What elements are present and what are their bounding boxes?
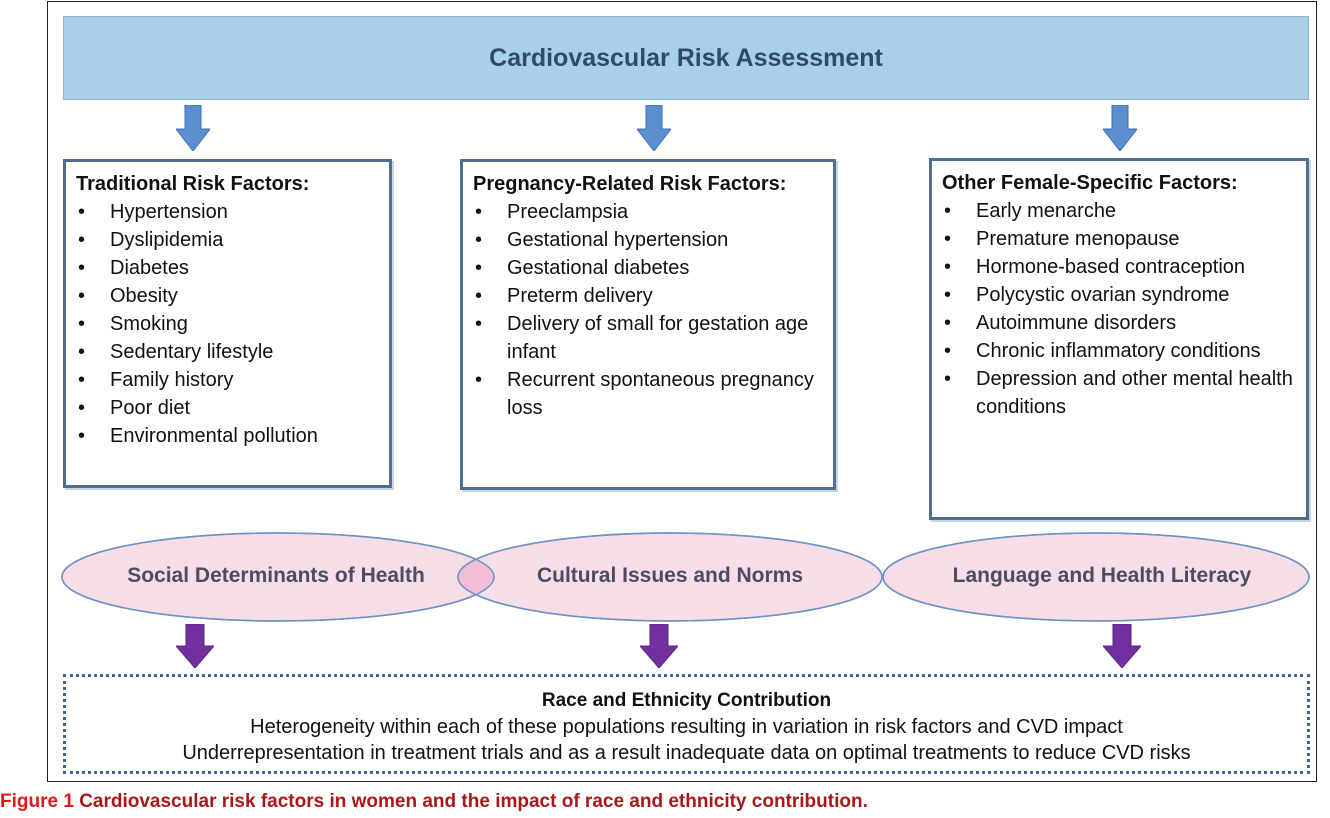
underrepresentation-text: Underrepresentation in treatment trials and as a result inadequate data on optimal treatments to reduce CVD risks <box>182 742 1191 764</box>
arrow-down-icon <box>176 624 214 668</box>
diagram-title: Cardiovascular Risk Assessment <box>63 16 1309 100</box>
list-item: • Early menarche <box>942 197 1296 225</box>
list-item: • Obesity <box>76 282 379 310</box>
list-item: • Autoimmune disorders <box>942 309 1296 337</box>
heterogeneity-text: Heterogeneity within each of these populations resulting in variation in risk factors and CVD impact <box>250 716 1123 738</box>
list-item: • Delivery of small for gestation age infant <box>473 310 823 366</box>
list-item: • Hormone-based contraception <box>942 253 1296 281</box>
box-title: Other Female-Specific Factors: <box>942 172 1238 194</box>
arrow-down-icon <box>640 624 678 668</box>
race-ethnicity-box <box>63 674 1310 774</box>
list-item: • Environmental pollution <box>76 422 379 450</box>
list-item: • Gestational hypertension <box>473 226 823 254</box>
list-item: • Family history <box>76 366 379 394</box>
list-item: • Dyslipidemia <box>76 226 379 254</box>
box-title: Pregnancy-Related Risk Factors: <box>473 173 787 195</box>
box-title: Traditional Risk Factors: <box>76 173 310 195</box>
caption-text: Cardiovascular risk factors in women and the impact of race and ethnicity contribution. <box>79 791 868 812</box>
figure-caption <box>0 791 1000 818</box>
list-item: • Poor diet <box>76 394 379 422</box>
list-item: • Premature menopause <box>942 225 1296 253</box>
list-item: • Gestational diabetes <box>473 254 823 282</box>
list-item: • Recurrent spontaneous pregnancy loss <box>473 366 823 422</box>
figure-label: Figure 1 <box>0 791 74 812</box>
list-item: • Diabetes <box>76 254 379 282</box>
race-ethnicity-title: Race and Ethnicity Contribution <box>541 690 832 711</box>
cultural-issues-label: Cultural Issues and Norms <box>536 564 804 587</box>
list-item: • Smoking <box>76 310 379 338</box>
list-item: • Preterm delivery <box>473 282 823 310</box>
list-item: • Depression and other mental health conditions <box>942 365 1296 421</box>
list-item: • Hypertension <box>76 198 379 226</box>
list-item: • Preeclampsia <box>473 198 823 226</box>
language-literacy-label: Language and Health Literacy <box>952 564 1252 587</box>
list-item: • Polycystic ovarian syndrome <box>942 281 1296 309</box>
list-item: • Chronic inflammatory conditions <box>942 337 1296 365</box>
social-determinants-label: Social Determinants of Health <box>127 564 425 587</box>
list-item: • Sedentary lifestyle <box>76 338 379 366</box>
arrow-down-icon <box>1103 624 1141 668</box>
